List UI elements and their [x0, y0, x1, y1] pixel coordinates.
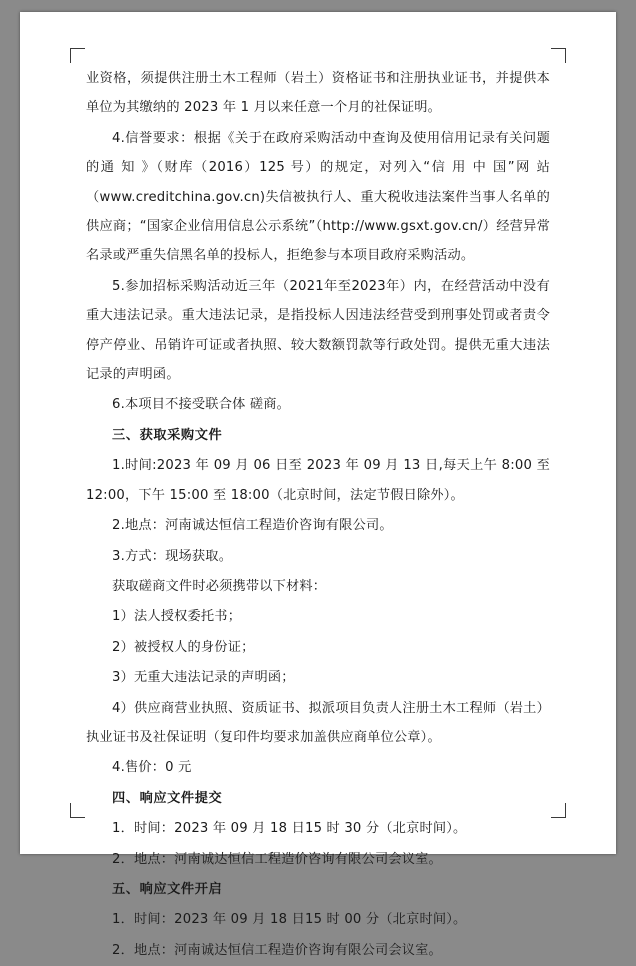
paragraph-acquire-place: 2.地点：河南诚达恒信工程造价咨询有限公司。: [112, 518, 393, 534]
paragraph-material-4: 4）供应商营业执照、资质证书、拟派项目负责人注册土木工程师（岩土）执业证书及社保证明（复印件均要求加盖供应商单位公章）。: [86, 700, 550, 745]
crop-mark-top-right: [551, 48, 566, 63]
paragraph-qualification: 业资格，须提供注册土木工程师（岩土）资格证书和注册执业证书，并提供本单位为其缴纳的 2023 年 1 月以来任意一个月的社保证明。: [86, 71, 550, 116]
paragraph-material-3: 3）无重大违法记录的声明函；: [112, 670, 295, 686]
paragraph-submit-time: 1．时间：2023 年 09 月 18 日15 时 30 分（北京时间）。: [112, 821, 467, 837]
paragraph-no-consortium: 6.本项目不接受联合体 磋商。: [112, 397, 291, 413]
paragraph-acquire-time: 1.时间:2023 年 09 月 06 日至 2023 年 09 月 13 日,每天上午 8:00 至 12:00，下午 15:00 至 18:00（北京时间，法定节假日除外）。: [86, 458, 550, 503]
document-page: [20, 12, 616, 958]
paragraph-open-place: 2．地点：河南诚达恒信工程造价咨询有限公司会议室。: [112, 942, 442, 958]
heading-section-four: 四、响应文件提交: [112, 790, 223, 806]
document-body: [86, 64, 550, 966]
paragraph-materials-intro: 获取磋商文件时必须携带以下材料：: [112, 578, 327, 594]
crop-mark-bottom-left: [70, 803, 85, 818]
paragraph-acquire-method: 3.方式：现场获取。: [112, 548, 233, 564]
heading-section-five: 五、响应文件开启: [112, 881, 223, 897]
paragraph-price: 4.售价：0 元: [112, 760, 192, 776]
paragraph-material-1: 1）法人授权委托书；: [112, 609, 242, 625]
crop-mark-bottom-right: [551, 803, 566, 818]
heading-section-three: 三、获取采购文件: [112, 427, 223, 443]
paragraph-material-2: 2）被授权人的身份证；: [112, 639, 255, 655]
crop-mark-top-left: [70, 48, 85, 63]
paragraph-credit-requirement: 4.信誉要求：根据《关于在政府采购活动中查询及使用信用记录有关问题的通 知 》（财库（2016）125 号）的规定，对列入“信 用 中 国”网 站（www.creditchina.gov.cn)失信被执行人、重大税收违法案件当事人名单的供应商；“国家企业信用信息公示系统”（http://www.gsxt.gov.cn/）经营异常名录或严重失信黑名单的投标人，拒绝参与本项目政府采购活动。: [86, 130, 550, 264]
paragraph-submit-place: 2．地点：河南诚达恒信工程造价咨询有限公司会议室。: [112, 851, 442, 867]
paragraph-violation-record: 5.参加招标采购活动近三年（2021年至2023年）内，在经营活动中没有重大违法记录。重大违法记录，是指投标人因违法经营受到刑事处罚或者责令停产停业、吊销许可证或者执照、较大数额罚款等行政处罚。提供无重大违法记录的声明函。: [86, 278, 550, 383]
paragraph-open-time: 1．时间：2023 年 09 月 18 日15 时 00 分（北京时间）。: [112, 912, 467, 928]
